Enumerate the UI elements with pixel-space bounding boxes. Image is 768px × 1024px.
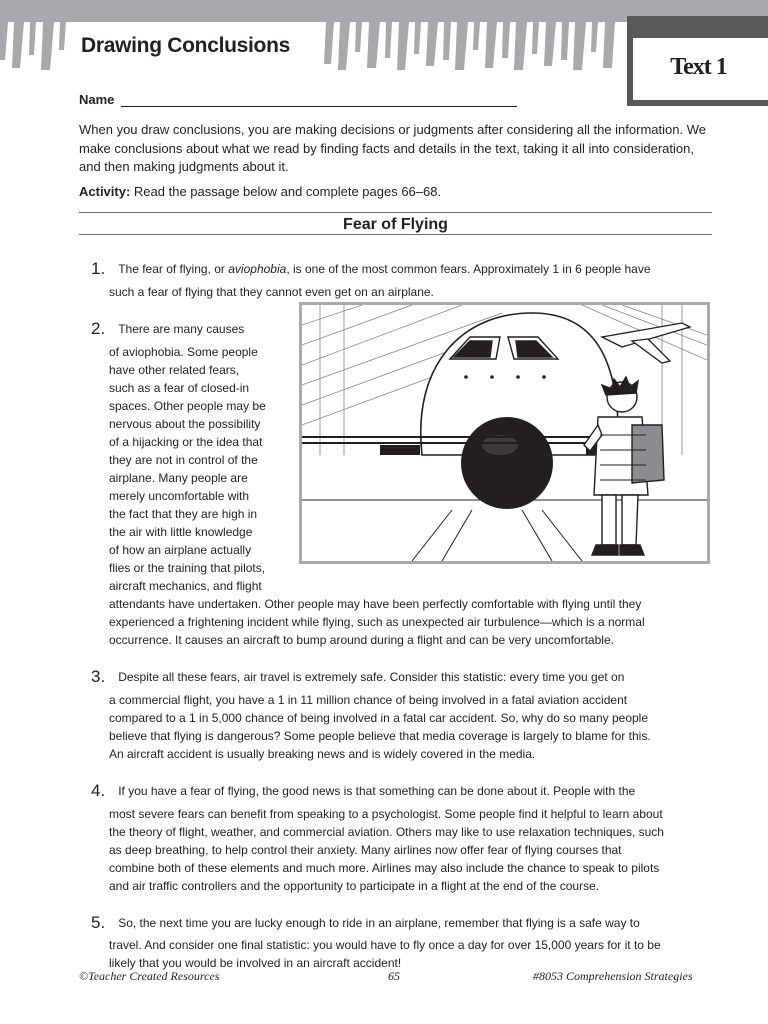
paragraph-5-block: [109, 936, 721, 972]
paragraph-line: spaces. Other people may be: [109, 399, 266, 413]
activity-text: Read the passage below and complete pages 66–68.: [133, 184, 442, 199]
paragraph-line: and air traffic controllers and the opportunity to participate in a flight at the end of the course.: [109, 879, 600, 893]
footer-book-title: #8053 Comprehension Strategies: [533, 969, 693, 983]
paragraph-line: An aircraft accident is usually breaking news and is widely covered in the media.: [109, 747, 536, 761]
paragraph-line: likely that you would be involved in an aircraft accident!: [109, 956, 402, 970]
paragraph-2-narrow-block: [109, 343, 299, 595]
paragraph-line: a commercial flight, you have a 1 in 11 million chance of being involved in a fatal aviation accident: [109, 693, 628, 707]
boy-watching-airplane-drawing: [302, 305, 707, 561]
paragraph-line: travel. And consider one final statistic: you would have to fly once a day for over 15,000 years for it to be: [109, 938, 661, 952]
paragraph-2-first-line: [91, 319, 291, 338]
activity-instruction: [79, 184, 719, 199]
footer-page-number: 65: [388, 969, 400, 983]
paragraph-line: aircraft mechanics, and flight: [109, 579, 262, 593]
title-rule-bottom: [79, 234, 712, 235]
paragraph-3-block: [109, 691, 721, 763]
paragraph-line: of a hijacking or the idea that: [109, 435, 263, 449]
paragraph-number: 2.: [91, 319, 106, 338]
paragraph-4-first-line: [91, 781, 721, 800]
activity-label: Activity:: [79, 184, 131, 199]
paragraph-line: nervous about the possibility: [109, 417, 261, 431]
paragraph-line: of how an airplane actually: [109, 543, 252, 557]
paragraph-5-first-line: [91, 913, 721, 932]
paragraph-number: 4.: [91, 781, 106, 800]
paragraph-line: believe that flying is dangerous? Some people believe that media coverage is largely to blame for this.: [109, 729, 651, 743]
name-write-line: [121, 106, 517, 107]
paragraph-2-wide-block: [109, 595, 721, 649]
paragraph-line: attendants have undertaken. Other people may have been perfectly comfortable with flying until they: [109, 597, 642, 611]
text-number-tab-inner: [633, 38, 768, 100]
paragraph-text: , is one of the most common fears. Approximately 1 in 6 people have: [286, 262, 651, 276]
paragraph-line: experienced a frightening incident while flying, such as unexpected air turbulence—which is a normal: [109, 615, 645, 629]
paragraph-line: such as a fear of closed-in: [109, 381, 250, 395]
paragraph-line: of aviophobia. Some people: [109, 345, 258, 359]
paragraph-line: combine both of these elements and much more. Airlines may also include the chance to speak to pilots: [109, 861, 660, 875]
paragraph-number: 1.: [91, 259, 106, 278]
paragraph-text: Despite all these fears, air travel is extremely safe. Consider this statistic: every time you get on: [118, 670, 625, 684]
page-title: Drawing Conclusions: [79, 34, 294, 58]
paragraph-italic-term: aviophobia: [228, 262, 287, 276]
paragraph-line: flies or the training that pilots,: [109, 561, 266, 575]
paragraph-text: The fear of flying, or: [118, 262, 229, 276]
paragraph-text: So, the next time you are lucky enough to ride in an airplane, remember that flying is a safe way to: [118, 916, 640, 930]
paragraph-line: they are not in control of the: [109, 453, 258, 467]
paragraph-3-first-line: [91, 667, 721, 686]
paragraph-line: airplane. Many people are: [109, 471, 248, 485]
paragraph-line: merely uncomfortable with: [109, 489, 250, 503]
paragraph-line: most severe fears can benefit from speaking to a psychologist. Some people find it helpful to learn about: [109, 807, 663, 821]
paragraph-1: [91, 259, 721, 278]
paragraph-line: the theory of flight, weather, and commercial aviation. Others may like to use relaxation techniques, such: [109, 825, 664, 839]
text-number-tab: [627, 16, 768, 106]
paragraph-number: 5.: [91, 913, 106, 932]
name-label: Name: [79, 92, 115, 107]
airport-illustration: [299, 302, 710, 564]
title-rule-top: [79, 212, 712, 213]
paragraph-text: There are many causes: [118, 322, 245, 336]
paragraph-line: as deep breathing, to help control their anxiety. Many airlines now offer fear of flying courses that: [109, 843, 622, 857]
paragraph-line: the fact that they are high in: [109, 507, 258, 521]
paragraph-line: occurrence. It causes an aircraft to bump around during a flight and can be very uncomfortable.: [109, 633, 614, 647]
paragraph-line: compared to a 1 in 5,000 chance of being involved in a fatal car accident. So, why do so many people: [109, 711, 649, 725]
paragraph-text: If you have a fear of flying, the good news is that something can be done about it. People with the: [118, 784, 636, 798]
paragraph-1-line-2: such a fear of flying that they cannot even get on an airplane.: [109, 285, 434, 299]
paragraph-line: have other related fears,: [109, 363, 240, 377]
footer-publisher: ©Teacher Created Resources: [79, 969, 220, 983]
passage-title: Fear of Flying: [343, 216, 448, 233]
intro-paragraph: When you draw conclusions, you are making decisions or judgments after considering all the information. We make conclusions about what we read by finding facts and details in the text, taking it all into consideration, and then making judgments about it.: [79, 122, 706, 174]
text-number-label: Text 1: [670, 54, 727, 80]
paragraph-4-block: [109, 805, 721, 895]
paragraph-line: the air with little knowledge: [109, 525, 253, 539]
paragraph-number: 3.: [91, 667, 106, 686]
